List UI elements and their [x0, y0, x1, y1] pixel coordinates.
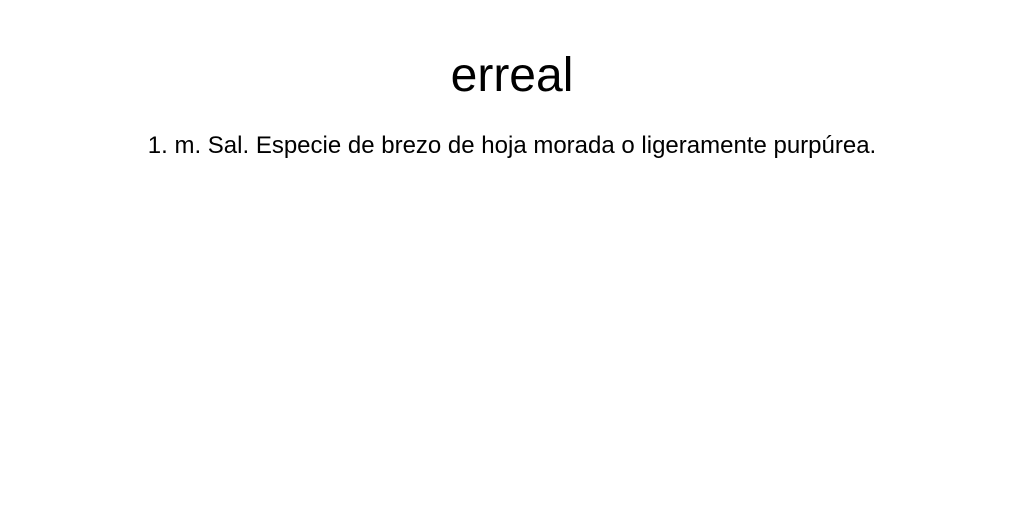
definition-text: 1. m. Sal. Especie de brezo de hoja morada o ligeramente purpúrea.	[147, 132, 877, 159]
headword: erreal	[450, 49, 574, 102]
